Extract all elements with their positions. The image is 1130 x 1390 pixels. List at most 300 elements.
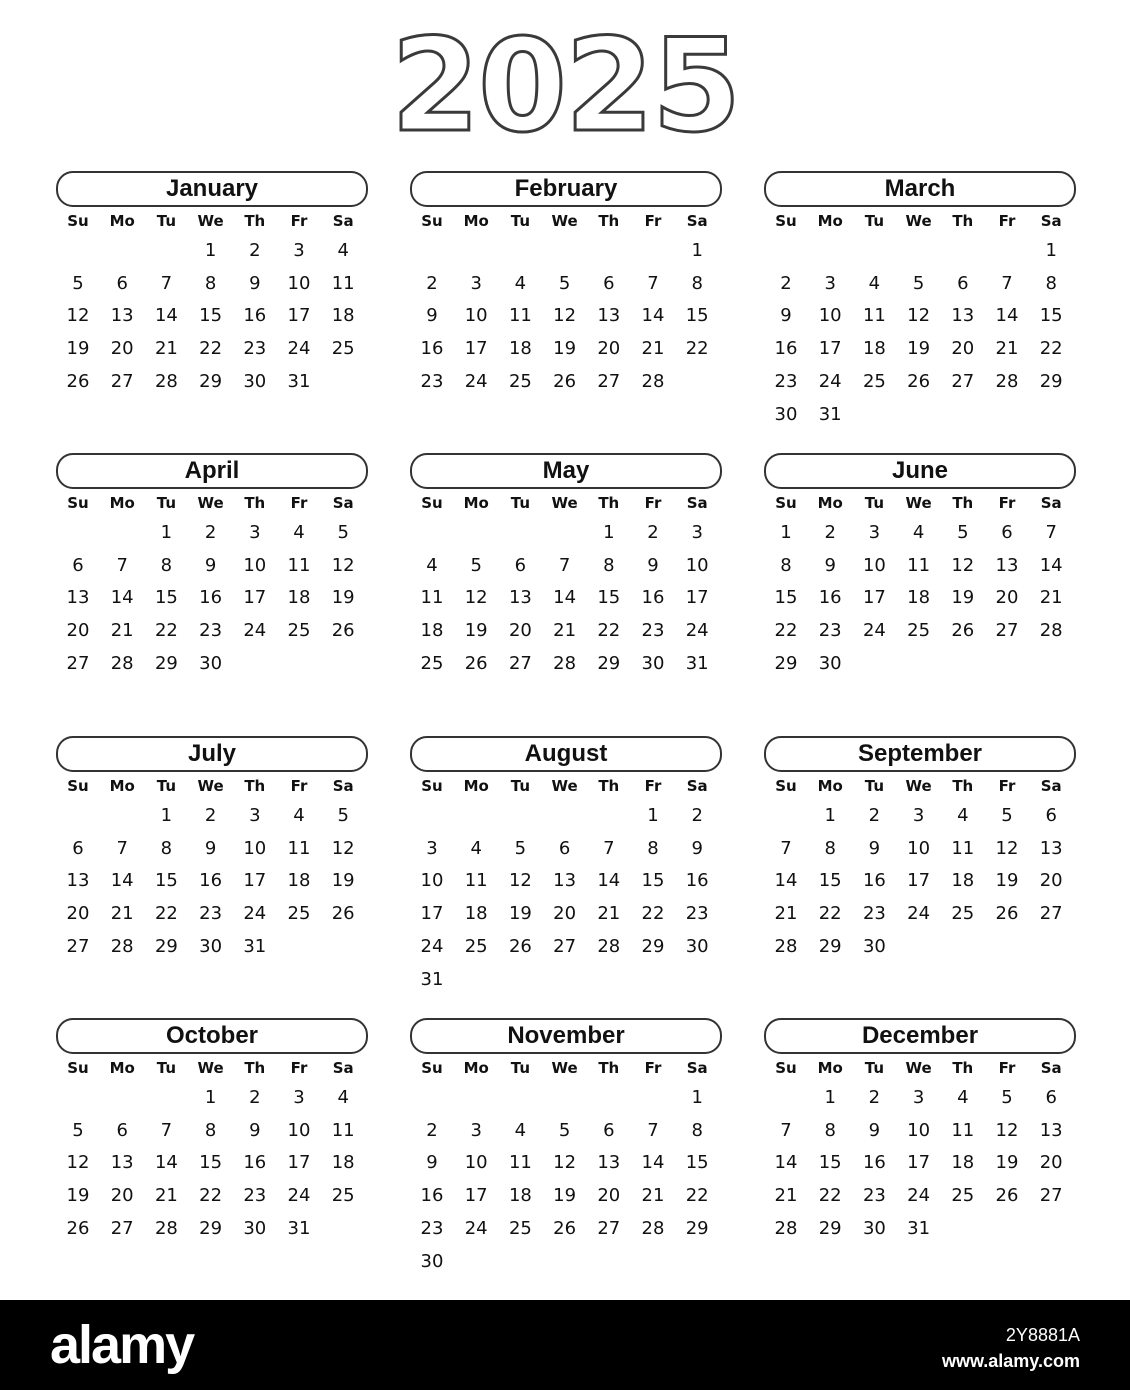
day-cell: 4 — [293, 805, 305, 826]
day-cell: 19 — [331, 870, 355, 892]
month-title: December — [764, 1018, 1076, 1054]
day-cell: 10 — [243, 554, 267, 576]
day-cell: 13 — [1039, 837, 1063, 859]
day-cell: 18 — [331, 305, 355, 327]
month-title: August — [410, 736, 722, 772]
day-cell: 23 — [420, 1217, 444, 1239]
day-cell: 10 — [420, 870, 444, 892]
day-cell: 9 — [868, 1119, 881, 1141]
month-title: May — [410, 453, 722, 489]
day-cell: 19 — [464, 620, 488, 642]
day-cell: 23 — [243, 1185, 267, 1207]
day-cell: 7 — [780, 837, 792, 859]
day-cell: 2 — [780, 272, 792, 294]
weekday-label: Mo — [463, 777, 489, 795]
day-cell: 4 — [514, 1119, 527, 1141]
day-cell: 24 — [243, 620, 267, 642]
brand-logo: alamy — [50, 1315, 194, 1375]
day-cell: 30 — [818, 652, 842, 674]
weekday-label: Sa — [686, 777, 708, 795]
day-cell: 10 — [464, 305, 488, 327]
weekday-label: Mo — [109, 212, 135, 230]
day-cell: 20 — [951, 338, 975, 360]
weekday-label: Sa — [686, 494, 708, 512]
day-cell: 30 — [420, 1250, 444, 1272]
day-cell: 22 — [199, 1185, 223, 1207]
weekday-label: We — [197, 777, 224, 795]
day-cell: 29 — [199, 1217, 223, 1239]
weekday-label: Th — [598, 1059, 620, 1077]
day-cell: 7 — [116, 837, 128, 859]
day-cell: 12 — [995, 1119, 1019, 1141]
day-cell: 10 — [907, 1119, 931, 1141]
day-cell: 25 — [951, 903, 975, 925]
day-cell: 3 — [249, 522, 261, 543]
weekday-label: Su — [775, 494, 797, 512]
day-cell: 17 — [287, 305, 311, 327]
day-cell: 28 — [154, 1217, 178, 1239]
day-cell: 24 — [907, 1185, 931, 1207]
weekday-label: Th — [952, 212, 974, 230]
day-cell: 7 — [160, 1119, 173, 1141]
day-cell: 15 — [818, 870, 842, 892]
day-cell: 24 — [243, 903, 267, 925]
day-cell: 7 — [1045, 522, 1057, 543]
day-cell: 29 — [774, 652, 798, 674]
weekday-label: Su — [421, 1059, 443, 1077]
weekday-label: Tu — [864, 777, 885, 795]
day-cell: 23 — [243, 338, 267, 360]
day-cell: 14 — [154, 305, 178, 327]
day-cell: 9 — [249, 272, 261, 294]
weekday-label: We — [551, 1059, 578, 1077]
weekday-label: Fr — [290, 777, 308, 795]
day-cell: 13 — [110, 305, 134, 327]
day-cell: 28 — [110, 652, 134, 674]
month-title: July — [56, 736, 368, 772]
day-cell: 17 — [464, 1185, 488, 1207]
day-cell: 11 — [951, 837, 975, 859]
day-cell: 10 — [862, 554, 886, 576]
day-cell: 10 — [818, 305, 842, 327]
day-cell: 9 — [426, 1152, 438, 1174]
day-cell: 8 — [1045, 272, 1057, 294]
day-cell: 4 — [957, 1087, 969, 1108]
weekday-label: Fr — [290, 212, 308, 230]
day-cell: 28 — [553, 652, 577, 674]
weekday-label: Tu — [156, 777, 177, 795]
day-cell: 9 — [868, 837, 881, 859]
month-title: January — [56, 171, 368, 207]
day-cell: 1 — [603, 522, 615, 543]
day-cell: 18 — [951, 1152, 975, 1174]
day-cell: 28 — [597, 935, 621, 957]
day-cell: 20 — [553, 903, 577, 925]
day-cell: 24 — [907, 903, 931, 925]
weekday-label: Su — [67, 212, 89, 230]
day-cell: 8 — [824, 837, 836, 859]
weekday-label: Fr — [290, 1059, 308, 1077]
day-cell: 25 — [907, 620, 931, 642]
weekday-label: Fr — [644, 494, 662, 512]
day-cell: 18 — [464, 903, 488, 925]
day-cell: 9 — [824, 554, 836, 576]
day-cell: 29 — [1039, 370, 1063, 392]
day-cell: 27 — [66, 652, 90, 674]
day-cell: 2 — [647, 522, 659, 543]
day-cell: 4 — [868, 272, 881, 294]
day-cell: 28 — [774, 935, 798, 957]
month-title: October — [56, 1018, 368, 1054]
day-cell: 26 — [66, 370, 90, 392]
day-cell: 6 — [116, 272, 128, 294]
day-cell: 20 — [508, 620, 532, 642]
day-cell: 23 — [862, 903, 886, 925]
day-cell: 26 — [951, 620, 975, 642]
day-cell: 20 — [597, 338, 621, 360]
weekday-label: Th — [952, 1059, 974, 1077]
day-cell: 5 — [912, 272, 925, 294]
day-cell: 15 — [774, 587, 798, 609]
day-cell: 2 — [249, 1087, 261, 1108]
day-cell: 1 — [824, 1087, 836, 1108]
day-cell: 2 — [691, 805, 703, 826]
day-cell: 1 — [1045, 240, 1057, 261]
day-cell: 25 — [508, 1217, 532, 1239]
day-cell: 14 — [641, 1152, 665, 1174]
day-cell: 21 — [641, 1185, 665, 1207]
day-cell: 11 — [862, 305, 886, 327]
weekday-label: Mo — [463, 212, 489, 230]
day-cell: 9 — [249, 1119, 261, 1141]
day-cell: 10 — [287, 1119, 311, 1141]
day-cell: 21 — [774, 1185, 798, 1207]
day-cell: 19 — [951, 587, 975, 609]
year-title — [0, 22, 1130, 142]
day-cell: 15 — [818, 1152, 842, 1174]
day-cell: 30 — [774, 403, 798, 425]
day-cell: 3 — [912, 805, 925, 826]
day-cell: 8 — [780, 554, 792, 576]
day-cell: 12 — [553, 1152, 577, 1174]
day-cell: 8 — [160, 837, 173, 859]
day-cell: 14 — [641, 305, 665, 327]
weekday-label: Sa — [686, 1059, 708, 1077]
day-cell: 24 — [464, 1217, 488, 1239]
day-cell: 26 — [553, 1217, 577, 1239]
image-id: 2Y8881A — [1005, 1325, 1080, 1345]
day-cell: 12 — [553, 305, 577, 327]
weekday-label: Th — [598, 212, 620, 230]
day-cell: 14 — [110, 587, 134, 609]
day-cell: 18 — [287, 870, 311, 892]
weekday-label: Tu — [510, 777, 531, 795]
day-cell: 26 — [508, 935, 532, 957]
day-cell: 30 — [199, 652, 223, 674]
day-cell: 10 — [464, 1152, 488, 1174]
day-cell: 12 — [508, 870, 532, 892]
weekday-label: Sa — [332, 494, 354, 512]
day-cell: 17 — [287, 1152, 311, 1174]
day-cell: 11 — [287, 554, 311, 576]
day-cell: 5 — [72, 1119, 84, 1141]
day-cell: 5 — [1001, 1087, 1013, 1108]
weekday-label: Su — [67, 494, 89, 512]
day-cell: 22 — [199, 338, 223, 360]
day-cell: 11 — [331, 1119, 355, 1141]
day-cell: 1 — [780, 522, 792, 543]
day-cell: 1 — [204, 240, 217, 261]
day-cell: 27 — [951, 370, 975, 392]
day-cell: 28 — [641, 370, 665, 392]
weekday-label: Mo — [109, 777, 135, 795]
day-cell: 3 — [249, 805, 261, 826]
day-cell: 2 — [426, 1119, 438, 1141]
month-title: June — [764, 453, 1076, 489]
weekday-label: We — [905, 212, 932, 230]
day-cell: 17 — [862, 587, 886, 609]
day-cell: 23 — [862, 1185, 886, 1207]
month-title: September — [764, 736, 1076, 772]
day-cell: 13 — [995, 554, 1019, 576]
day-cell: 22 — [685, 1185, 709, 1207]
day-cell: 19 — [995, 870, 1019, 892]
weekday-label: Su — [421, 212, 443, 230]
day-cell: 7 — [160, 272, 173, 294]
day-cell: 31 — [685, 652, 709, 674]
day-cell: 14 — [553, 587, 577, 609]
day-cell: 8 — [691, 272, 703, 294]
weekday-label: Su — [67, 777, 89, 795]
day-cell: 1 — [204, 1087, 217, 1108]
day-cell: 19 — [907, 338, 931, 360]
day-cell: 23 — [818, 620, 842, 642]
day-cell: 31 — [420, 968, 444, 990]
day-cell: 10 — [907, 837, 931, 859]
day-cell: 11 — [508, 1152, 532, 1174]
day-cell: 14 — [110, 870, 134, 892]
day-cell: 14 — [995, 305, 1019, 327]
weekday-label: We — [905, 494, 932, 512]
day-cell: 11 — [907, 554, 931, 576]
day-cell: 27 — [597, 370, 621, 392]
weekday-label: Mo — [463, 1059, 489, 1077]
weekday-label: Fr — [290, 494, 308, 512]
day-cell: 2 — [868, 1087, 881, 1108]
day-cell: 21 — [774, 903, 798, 925]
weekday-label: Tu — [510, 212, 531, 230]
day-cell: 4 — [337, 1087, 349, 1108]
day-cell: 2 — [249, 240, 261, 261]
day-cell: 13 — [951, 305, 975, 327]
day-cell: 27 — [110, 1217, 134, 1239]
day-cell: 27 — [508, 652, 532, 674]
day-cell: 23 — [685, 903, 709, 925]
day-cell: 5 — [1001, 805, 1013, 826]
weekday-label: Fr — [644, 777, 662, 795]
weekday-label: Sa — [1040, 494, 1062, 512]
day-cell: 16 — [862, 1152, 886, 1174]
day-cell: 21 — [110, 903, 134, 925]
day-cell: 2 — [868, 805, 881, 826]
day-cell: 21 — [641, 338, 665, 360]
day-cell: 4 — [337, 240, 349, 261]
month-title: February — [410, 171, 722, 207]
weekday-label: Fr — [998, 777, 1016, 795]
month-title: March — [764, 171, 1076, 207]
day-cell: 30 — [243, 1217, 267, 1239]
day-cell: 11 — [287, 837, 311, 859]
day-cell: 25 — [862, 370, 886, 392]
day-cell: 14 — [1039, 554, 1063, 576]
day-cell: 30 — [862, 1217, 886, 1239]
day-cell: 16 — [641, 587, 665, 609]
month-title: November — [410, 1018, 722, 1054]
day-cell: 3 — [912, 1087, 925, 1108]
image-credit — [942, 1322, 1080, 1374]
day-cell: 22 — [154, 620, 178, 642]
day-cell: 13 — [66, 587, 90, 609]
day-cell: 12 — [907, 305, 931, 327]
day-cell: 13 — [553, 870, 577, 892]
day-cell: 7 — [1001, 272, 1013, 294]
day-cell: 27 — [110, 370, 134, 392]
weekday-label: Sa — [332, 212, 354, 230]
day-cell: 3 — [293, 1087, 305, 1108]
day-cell: 16 — [862, 870, 886, 892]
day-cell: 28 — [110, 935, 134, 957]
year-outline-graphic — [0, 22, 1130, 142]
day-cell: 15 — [154, 587, 178, 609]
day-cell: 29 — [597, 652, 621, 674]
day-cell: 19 — [508, 903, 532, 925]
day-cell: 24 — [862, 620, 886, 642]
day-cell: 26 — [553, 370, 577, 392]
day-cell: 3 — [691, 522, 703, 543]
day-cell: 6 — [1045, 1087, 1057, 1108]
day-cell: 29 — [685, 1217, 709, 1239]
day-cell: 1 — [160, 805, 173, 826]
weekday-label: We — [197, 212, 224, 230]
day-cell: 17 — [243, 587, 267, 609]
weekday-label: Tu — [864, 212, 885, 230]
day-cell: 19 — [66, 338, 90, 360]
day-cell: 5 — [337, 522, 349, 543]
weekday-label: Fr — [998, 494, 1016, 512]
day-cell: 15 — [641, 870, 665, 892]
day-cell: 13 — [1039, 1119, 1063, 1141]
weekday-label: Su — [421, 494, 443, 512]
day-cell: 27 — [553, 935, 577, 957]
day-cell: 26 — [907, 370, 931, 392]
day-cell: 18 — [287, 587, 311, 609]
day-cell: 8 — [691, 1119, 703, 1141]
day-cell: 17 — [464, 338, 488, 360]
weekday-label: Th — [244, 1059, 266, 1077]
day-cell: 16 — [774, 338, 798, 360]
day-cell: 5 — [337, 805, 349, 826]
day-cell: 8 — [824, 1119, 836, 1141]
day-cell: 19 — [66, 1185, 90, 1207]
day-cell: 26 — [995, 1185, 1019, 1207]
day-cell: 9 — [204, 554, 217, 576]
day-cell: 28 — [995, 370, 1019, 392]
weekday-label: Su — [775, 212, 797, 230]
day-cell: 12 — [66, 1152, 90, 1174]
day-cell: 3 — [824, 272, 836, 294]
weekday-label: Th — [244, 494, 266, 512]
weekday-label: Mo — [109, 1059, 135, 1077]
day-cell: 23 — [199, 903, 223, 925]
day-cell: 15 — [685, 305, 709, 327]
day-cell: 27 — [1039, 903, 1063, 925]
weekday-label: Tu — [156, 212, 177, 230]
day-cell: 1 — [824, 805, 836, 826]
day-cell: 27 — [597, 1217, 621, 1239]
day-cell: 2 — [204, 522, 217, 543]
weekday-label: Tu — [510, 1059, 531, 1077]
day-cell: 23 — [199, 620, 223, 642]
day-cell: 30 — [641, 652, 665, 674]
day-cell: 8 — [204, 1119, 217, 1141]
day-cell: 12 — [331, 837, 355, 859]
day-cell: 15 — [597, 587, 621, 609]
day-cell: 28 — [154, 370, 178, 392]
weekday-label: We — [551, 777, 578, 795]
day-cell: 18 — [951, 870, 975, 892]
weekday-label: Fr — [644, 212, 662, 230]
day-cell: 6 — [603, 272, 615, 294]
day-cell: 15 — [199, 305, 223, 327]
day-cell: 16 — [420, 1185, 444, 1207]
day-cell: 15 — [199, 1152, 223, 1174]
day-cell: 18 — [420, 620, 444, 642]
day-cell: 28 — [774, 1217, 798, 1239]
day-cell: 12 — [66, 305, 90, 327]
weekday-label: We — [197, 494, 224, 512]
day-cell: 6 — [1001, 522, 1013, 543]
day-cell: 27 — [66, 935, 90, 957]
day-cell: 29 — [818, 935, 842, 957]
day-cell: 18 — [862, 338, 886, 360]
day-cell: 31 — [287, 370, 311, 392]
weekday-label: Sa — [332, 1059, 354, 1077]
day-cell: 14 — [774, 1152, 798, 1174]
day-cell: 7 — [780, 1119, 792, 1141]
day-cell: 7 — [647, 272, 659, 294]
day-cell: 27 — [1039, 1185, 1063, 1207]
day-cell: 8 — [160, 554, 173, 576]
day-cell: 19 — [995, 1152, 1019, 1174]
day-cell: 21 — [1039, 587, 1063, 609]
day-cell: 17 — [420, 903, 444, 925]
weekday-label: Tu — [864, 494, 885, 512]
day-cell: 21 — [597, 903, 621, 925]
weekday-label: Mo — [817, 494, 843, 512]
day-cell: 4 — [514, 272, 527, 294]
day-cell: 3 — [293, 240, 305, 261]
day-cell: 13 — [508, 587, 532, 609]
day-cell: 22 — [597, 620, 621, 642]
day-cell: 11 — [420, 587, 444, 609]
day-cell: 7 — [116, 554, 128, 576]
day-cell: 29 — [641, 935, 665, 957]
weekday-label: Mo — [817, 212, 843, 230]
day-cell: 14 — [597, 870, 621, 892]
weekday-label: Sa — [686, 212, 708, 230]
day-cell: 9 — [204, 837, 217, 859]
day-cell: 25 — [331, 338, 355, 360]
